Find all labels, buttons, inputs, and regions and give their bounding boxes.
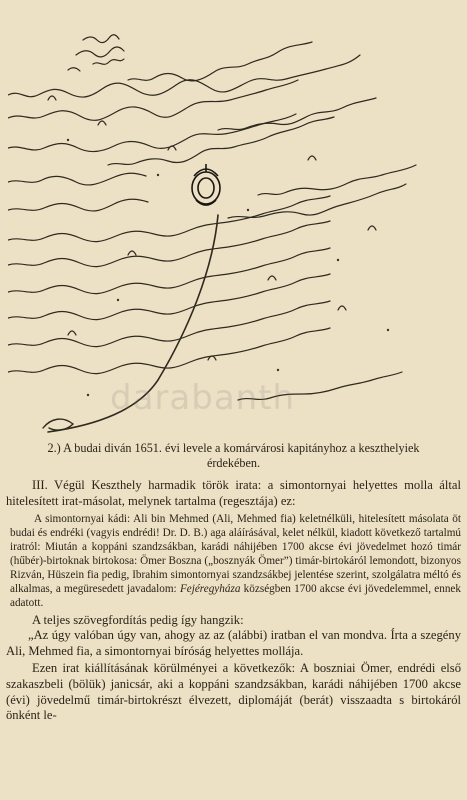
regeszta-text-1: A simontornyai kádi: Ali bin Mehmed (Ali, Mehmed fia) keletnélküli, hitelesített másolata öt budai és endréki (vagyis endrédi! Dr. D. B.) aga aláírásával, kelet nélkül, kiadott következő tartalmú iratról: Miután a koppáni szandzsákban, karádi náhijében 1700 akcse évi jövedelmet hozó timár (hűbér)-birtoknak birtokosa: Ömer Boszna („bosznyák Ömer”) timár-birtokáról lemondott, bizonyos Rizván, Hüszein fia pedig, Ibrahim simontornyai szandzsákbej jelentése szerint, szolgálatra méltó és alkalmas, a megüresedett javadalom:	[10, 513, 461, 595]
paragraph-quote: „Az úgy valóban úgy van, ahogy az az (alábbi) iratban el van mondva. Írta a szegény Ali, Mehmed fia, a simontornyai bíróság helyettes mollája.	[6, 628, 461, 658]
paragraph-circumstances: Ezen irat kiállításának körülményei a következők: A boszniai Ömer, endrédi első szakaszbeli (bölük) janicsár, aki a koppáni szandzsákban, karádi náhijében 1700 akcse (évi) jövedelmű timár-birtokrészt élvezett, diplomáját (berát) visszaadta s birtokáról önként le-	[6, 661, 461, 723]
ottoman-letter-image	[8, 0, 459, 438]
paragraph-translation-intro: A teljes szövegfordítás pedig így hangzik:	[32, 612, 244, 627]
regeszta-text-2: községben 1700 akcse évi jövedelemmel, ennek adatott.	[10, 582, 461, 609]
figure-caption	[6, 441, 461, 471]
caption-line-1: 2.) A budai diván 1651. évi levele a komárvárosi kapitányhoz a keszthelyiek	[47, 441, 420, 455]
paragraph-intro: III. Végül Keszthely harmadik török irata: a simontornyai helyettes molla által hitelesített irat-másolat, melynek tartalma (regesztája) ez:	[6, 478, 461, 508]
body-text	[6, 478, 461, 724]
caption-line-2: érdekében.	[206, 456, 261, 470]
place-name-fejeregyhaza: Fejéregyháza	[179, 582, 241, 595]
paragraph-regeszta	[6, 513, 461, 610]
